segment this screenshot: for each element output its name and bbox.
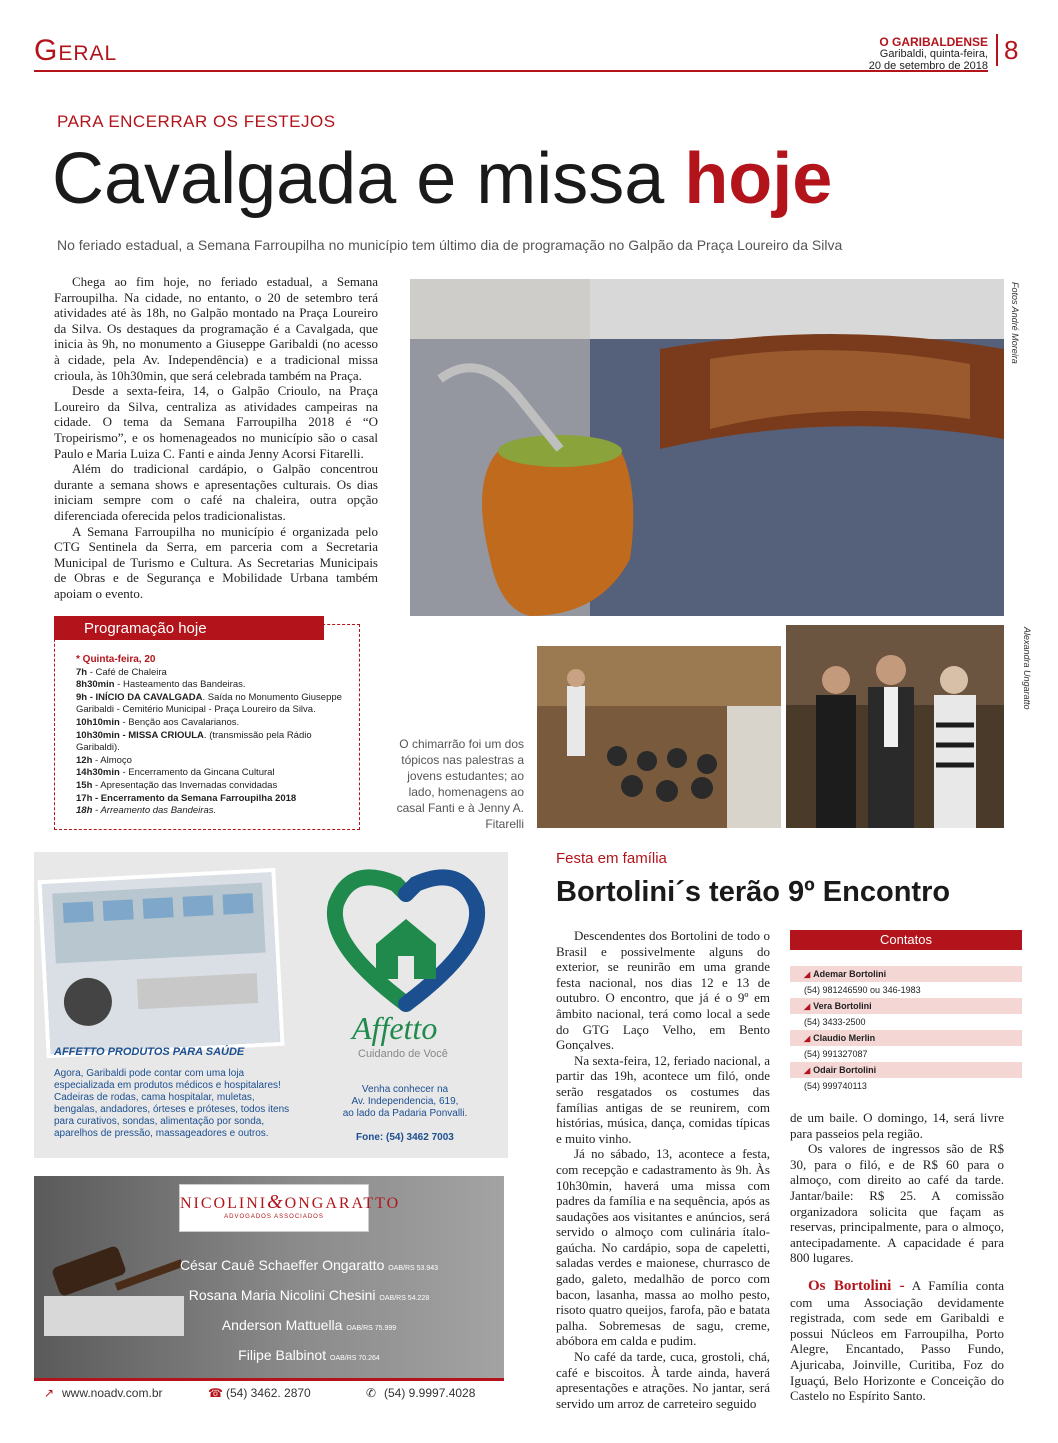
- program-day: * Quinta-feira, 20: [76, 654, 156, 665]
- paper-info: [869, 36, 988, 72]
- contact-name: ◢ Ademar Bortolini: [790, 966, 1022, 982]
- photo-caption: O chimarrão foi um dos tópicos nas palestras a jovens estudantes; ao lado, homenagens ao casal Fanti e à Jenny A. Fitarelli: [396, 737, 524, 831]
- ad-nicolini[interactable]: [34, 1176, 504, 1404]
- whatsapp-number: (54) 9.9997.4028: [384, 1386, 476, 1400]
- article-subhead: No feriado estadual, a Semana Farroupilha no município tem último dia de programação no Galpão da Praça Loureiro da Silva: [57, 237, 843, 253]
- address-line: Venha conhecer na: [361, 1084, 449, 1095]
- cursor-icon: ↗: [44, 1386, 55, 1400]
- ad-affetto-tagline: Cuidando de Você: [358, 1048, 448, 1060]
- headline-part-1: Cavalgada e missa: [52, 139, 685, 219]
- firm-subtitle: ADVOGADOS ASSOCIADOS: [224, 1214, 324, 1220]
- paragraph: Os valores de ingressos são de R$ 30, para o filó, e de R$ 60 para o almoço, com direito ao café da tarde. Jantar/baile: R$ 25. A comissão organizadora solicita que façam as reservas, principalmente, para o almoço, antecipadamente. A capacidade é para 800 lugares.: [790, 1141, 1004, 1266]
- ad-affetto-address: [330, 1084, 480, 1120]
- phone-icon: ☎: [208, 1386, 223, 1400]
- paragraph: No café da tarde, cuca, grostoli, chá, café e biscoitos. À tarde ainda, haverá apresentações e atrações. No jantar, será servido um arroz de carreteiro seguido: [556, 1349, 770, 1411]
- program-title: Programação hoje: [54, 616, 324, 640]
- phone-number: (54) 3462. 2870: [226, 1386, 311, 1400]
- program-item: 9h - INÍCIO DA CAVALGADA. Saída no Monumento Giuseppe Garibaldi - Cemitério Municipal - Praça Loureiro da Silva.: [76, 691, 342, 716]
- address-line: ao lado da Padaria Ponvalli.: [342, 1108, 468, 1119]
- ad-affetto-brand: Affetto: [352, 1010, 438, 1046]
- article-body: [54, 274, 378, 601]
- section-name: Geral: [34, 34, 118, 67]
- article2-kicker: Festa em família: [556, 850, 667, 867]
- date-line-1: Garibaldi, quinta-feira,: [879, 48, 988, 60]
- paragraph: de um baile. O domingo, 14, será livre para passeios pela região.: [790, 1110, 1004, 1141]
- address-line: Av. Independencia, 619,: [351, 1096, 459, 1107]
- os-bortolini-text: A Família conta com uma Associação devidamente registrada, com sede em Garibaldi e possui Núcleos em Farroupilha, Porto Alegre, Encantado, Passo Fundo, Ajuricaba, Joinville, Curitiba, Foz do Iguaçú, Belo Horizonte e Conceição do Castelo no Espírito Santo.: [790, 1277, 1004, 1404]
- article2-column-2: [790, 1110, 1004, 1404]
- affetto-heart-icon: [316, 864, 496, 1014]
- lawyer-list: [144, 1252, 474, 1372]
- lawyer: César Cauê Schaeffer Ongaratto OAB/RS 53.943: [179, 1257, 439, 1273]
- date-line-2: 20 de setembro de 2018: [868, 60, 988, 72]
- article-headline: [52, 138, 832, 220]
- photo-lecture-illustration: [537, 646, 781, 828]
- os-bortolini-title: Os Bortolini -: [808, 1277, 905, 1294]
- program-item: 14h30min - Encerramento da Gincana Cultural: [76, 767, 275, 779]
- ad-affetto[interactable]: [34, 852, 508, 1158]
- whatsapp-icon: ✆: [366, 1386, 377, 1400]
- firm-logo: [179, 1184, 401, 1232]
- paragraph: Descendentes dos Bortolini de todo o Brasil e possivelmente alguns do exterior, se reunirão em uma grande festa nacional, nos dias 12 e 13 de outubro. O encontro, que já é o 9º em âmbito nacional, terá como local a sede do GTG Laço Velho, em Bento Gonçalves.: [556, 928, 770, 1053]
- paragraph: Já no sábado, 13, acontece a festa, com recepção e cadastramento às 9h. Às 10h30min, haverá uma missa com padres da família e na sequência, após as saudações aos visitantes e anúncios, será servido o almoço com culinária ítalo-gaúcha. No cardápio, sopa de capeletti, saladas verdes e maionese, churrasco de gado, galeto, medalhão de porco com bacon, lasanha, massa ao molho pesto, risoto quatro queijos, farofa, pão e batata palha. Sobremesas de sagu, creme, abóbora em calda e pudim.: [556, 1146, 770, 1349]
- photo-honorees-illustration: [786, 625, 1004, 828]
- program-list: [76, 654, 352, 818]
- store-photo-illustration: [42, 872, 281, 1054]
- headline-highlight: hoje: [684, 139, 833, 219]
- article-kicker: PARA ENCERRAR OS FESTEJOS: [57, 112, 336, 131]
- firm-name: NICOLINI&ONGARATTO: [180, 1191, 401, 1213]
- ad-affetto-description: Agora, Garibaldi pode contar com uma loja especializada em produtos médicos e hospitalares! Cadeiras de rodas, cama hospitalar, muletas, bengalas, andadores, órteses e próteses, todos itens para curativos, sondas, alimentação por sonda, aparelhos de pressão, massageadores e outros.: [54, 1068, 290, 1139]
- page-number: 8: [996, 34, 1018, 66]
- program-item: 18h - Arreamento das Bandeiras.: [76, 805, 217, 817]
- program-item: 8h30min - Hasteamento das Bandeiras.: [76, 679, 246, 691]
- article2-column-1: [556, 928, 770, 1411]
- photo-credit-main: Fotos André Moreira: [1010, 282, 1020, 364]
- program-item: 7h - Café de Chaleira: [76, 666, 167, 678]
- paragraph: Além do tradicional cardápio, o Galpão concentrou durante a semana shows e apresentações culturais. Os dias iniciam sempre com o café na chaleira, outra opção diferenciada oferecida pelos tradicionalistas.: [54, 461, 378, 523]
- contacts-spacer: [790, 950, 1022, 966]
- paper-name: O GARIBALDENSE: [879, 35, 988, 49]
- ad-affetto-phone: Fone: (54) 3462 7003: [356, 1132, 454, 1143]
- paragraph: Desde a sexta-feira, 14, o Galpão Crioulo, na Praça Loureiro da Silva, centraliza as atividades campeiras na cidade. O tema da Semana Farroupilha 2018 é “O Tropeirismo”, e os homenageados no município são o casal Paulo e Maria Luiza C. Fanti e ainda Jenny Acorsi Fitarelli.: [54, 383, 378, 461]
- paragraph: Chega ao fim hoje, no feriado estadual, a Semana Farroupilha. Na cidade, no entanto, o 20 de setembro terá atividades até às 18h, no Galpão montado na Praça Loureiro da Silva. Os destaques da programação é a Cavalgada, que inicia às 9h, no monumento a Giuseppe Garibaldi (no acesso à cidade, pela Av. Independência) e a tradicional missa crioula, às 10h30min, que será celebrada também na Praça.: [54, 274, 378, 383]
- photo-chimarrao: [410, 279, 1004, 616]
- photo-chimarrao-illustration: [410, 279, 1004, 616]
- lawyer: Rosana Maria Nicolini Chesini OAB/RS 54.228: [188, 1287, 430, 1303]
- header-rule: [34, 70, 988, 72]
- article2-headline: Bortolini´s terão 9º Encontro: [556, 876, 951, 908]
- program-item: 12h - Almoço: [76, 754, 132, 766]
- photo-lecture: [537, 646, 781, 828]
- contact-name: ◢ Odair Bortolini: [790, 1062, 1022, 1078]
- contact-phone: (54) 981246590 ou 346-1983: [790, 982, 1022, 998]
- program-item: 17h - Encerramento da Semana Farroupilha 2018: [76, 792, 297, 804]
- program-item: 15h - Apresentação das Invernadas convidadas: [76, 779, 278, 791]
- contact-phone: (54) 991327087: [790, 1046, 1022, 1062]
- paragraph: A Semana Farroupilha no município é organizada pelo CTG Sentinela da Serra, em parceria com a Secretaria Municipal de Turismo e Cultura. As Secretarias Municipais de Obras e de Segurança e Mobilidade Urbana também apoiam o evento.: [54, 523, 378, 601]
- lawyer: Filipe Balbinot OAB/RS 70.264: [238, 1347, 380, 1363]
- contacts-title: Contatos: [790, 930, 1022, 950]
- paragraph: Na sexta-feira, 12, feriado nacional, a partir das 19h, acontece um filó, onde serão resgatados os costumes das famílias antigas de se reunirem, com histórias, música, dança, comidas típicas e muito vinho.: [556, 1052, 770, 1146]
- contact-name: ◢ Vera Bortolini: [790, 998, 1022, 1014]
- paragraph: [790, 1278, 1004, 1404]
- contact-name: ◢ Claudio Merlin: [790, 1030, 1022, 1046]
- website-link[interactable]: www.noadv.com.br: [62, 1386, 163, 1400]
- lawyer: Anderson Mattuella OAB/RS 75.999: [221, 1317, 397, 1333]
- contact-bar: [34, 1378, 504, 1404]
- ad-store-photo: [38, 868, 285, 1058]
- contacts-box: [790, 930, 1022, 1094]
- photo-honorees: [786, 625, 1004, 828]
- contact-phone: (54) 3433-2500: [790, 1014, 1022, 1030]
- program-item: 10h10min - Benção aos Cavalarianos.: [76, 716, 240, 728]
- ad-affetto-title: AFFETTO PRODUTOS PARA SAÚDE: [54, 1046, 245, 1058]
- program-item: 10h30min - MISSA CRIOULA. (transmissão pela Rádio Garibaldi).: [76, 729, 312, 754]
- contact-phone: (54) 999740113: [790, 1078, 1022, 1094]
- photo-credit-small: Alexandra Ungaratto: [1022, 627, 1032, 710]
